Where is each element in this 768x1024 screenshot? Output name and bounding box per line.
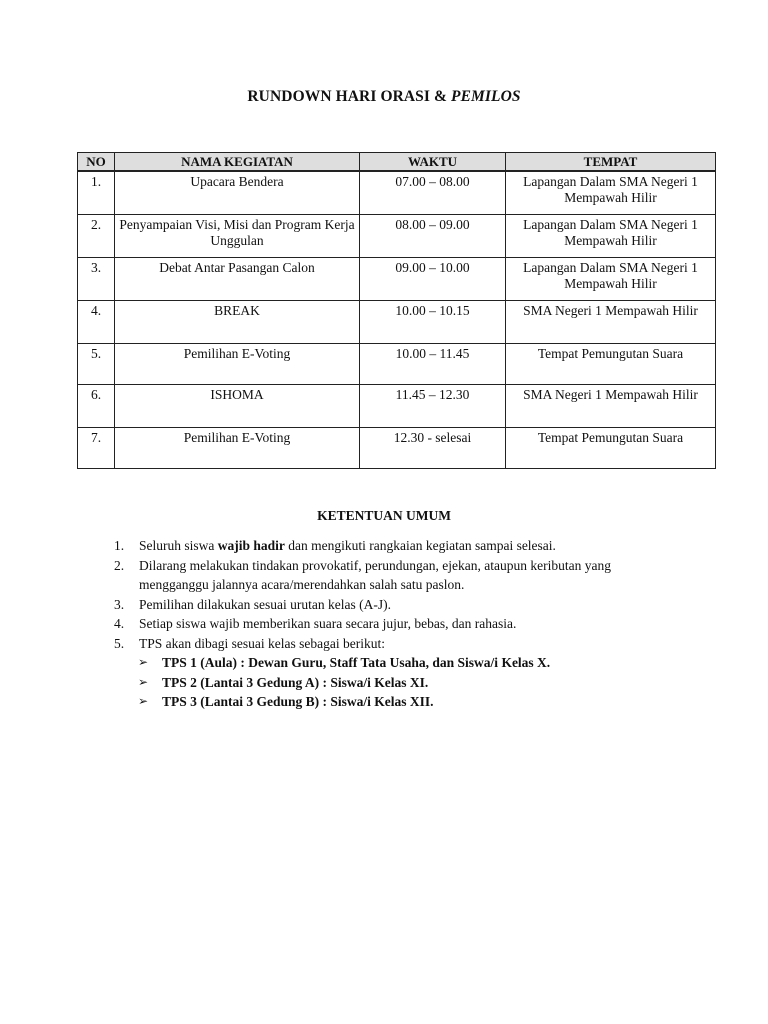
rules-list <box>112 536 672 712</box>
rule-emphasis: wajib hadir <box>217 538 285 553</box>
cell-waktu: 07.00 – 08.00 <box>360 171 506 215</box>
header-waktu: WAKTU <box>360 153 506 172</box>
tps-text: TPS 1 (Aula) : Dewan Guru, Staff Tata Usaha, dan Siswa/i Kelas X. <box>162 655 551 670</box>
cell-kegiatan: Pemilihan E-Voting <box>115 344 360 385</box>
rule-number: 1. <box>114 538 125 553</box>
table-row <box>78 344 716 385</box>
tps-text: TPS 2 (Lantai 3 Gedung A) : Siswa/i Kelas XI. <box>162 674 429 690</box>
cell-tempat: SMA Negeri 1 Mempawah Hilir <box>506 385 716 428</box>
rule-number: 4. <box>114 616 125 631</box>
cell-kegiatan: ISHOMA <box>115 385 360 428</box>
cell-tempat: SMA Negeri 1 Mempawah Hilir <box>506 301 716 344</box>
rule-text: Pemilihan dilakukan sesuai urutan kelas (A-J). <box>139 596 391 612</box>
cell-tempat: Lapangan Dalam SMA Negeri 1 Mempawah Hilir <box>506 215 716 258</box>
rundown-table <box>77 152 716 469</box>
arrowhead-bullet-icon: ➢ <box>138 694 149 708</box>
table-row <box>78 301 716 344</box>
tps-list <box>139 653 672 712</box>
rule-number: 3. <box>114 596 125 612</box>
cell-kegiatan: Upacara Bendera <box>115 171 360 215</box>
page-title <box>0 88 768 106</box>
table-header-row <box>78 153 716 172</box>
rule-text: Setiap siswa wajib memberikan suara secara jujur, bebas, dan rahasia. <box>139 616 517 631</box>
rule-text: Seluruh siswa <box>139 538 218 553</box>
cell-no: 1. <box>78 171 115 215</box>
cell-no: 3. <box>78 258 115 301</box>
cell-no: 2. <box>78 215 115 258</box>
cell-tempat: Tempat Pemungutan Suara <box>506 344 716 385</box>
cell-waktu: 08.00 – 09.00 <box>360 215 506 258</box>
tps-item <box>138 673 672 693</box>
tps-item <box>138 653 672 673</box>
rule-text-end: dan mengikuti rangkaian kegiatan sampai selesai. <box>284 538 556 553</box>
header-tempat: TEMPAT <box>506 153 716 172</box>
tps-text: TPS 3 (Lantai 3 Gedung B) : Siswa/i Kelas XII. <box>162 694 434 709</box>
header-kegiatan: NAMA KEGIATAN <box>115 153 360 172</box>
cell-no: 7. <box>78 428 115 469</box>
arrowhead-bullet-icon: ➢ <box>138 674 149 689</box>
cell-waktu: 10.00 – 10.15 <box>360 301 506 344</box>
cell-no: 4. <box>78 301 115 344</box>
rule-text: Dilarang melakukan tindakan provokatif, perundungan, ejekan, ataupun keributan yang mengganggu jalannya acara/merendahkan salah satu paslon. <box>139 557 611 592</box>
arrowhead-bullet-icon: ➢ <box>138 655 149 669</box>
table-row <box>78 215 716 258</box>
rule-item <box>112 536 672 556</box>
rule-number: 2. <box>114 557 125 573</box>
cell-kegiatan: Pemilihan E-Voting <box>115 428 360 469</box>
tps-item <box>138 692 672 712</box>
cell-tempat: Tempat Pemungutan Suara <box>506 428 716 469</box>
rule-item <box>112 595 672 615</box>
table-row <box>78 385 716 428</box>
cell-waktu: 09.00 – 10.00 <box>360 258 506 301</box>
cell-waktu: 12.30 - selesai <box>360 428 506 469</box>
rule-item <box>112 556 672 595</box>
rule-number: 5. <box>114 635 125 651</box>
cell-no: 5. <box>78 344 115 385</box>
cell-kegiatan: BREAK <box>115 301 360 344</box>
cell-kegiatan: Penyampaian Visi, Misi dan Program Kerja Unggulan <box>115 215 360 258</box>
table-row <box>78 258 716 301</box>
table-row <box>78 428 716 469</box>
cell-tempat: Lapangan Dalam SMA Negeri 1 Mempawah Hilir <box>506 171 716 215</box>
header-no: NO <box>78 153 115 172</box>
title-italic: PEMILOS <box>451 88 521 105</box>
cell-waktu: 11.45 – 12.30 <box>360 385 506 428</box>
rule-item <box>112 634 672 712</box>
table-row <box>78 171 716 215</box>
cell-waktu: 10.00 – 11.45 <box>360 344 506 385</box>
cell-no: 6. <box>78 385 115 428</box>
rule-text: TPS akan dibagi sesuai kelas sebagai berikut: <box>139 635 385 651</box>
cell-kegiatan: Debat Antar Pasangan Calon <box>115 258 360 301</box>
rule-item <box>112 614 672 634</box>
cell-tempat: Lapangan Dalam SMA Negeri 1 Mempawah Hilir <box>506 258 716 301</box>
rules-heading: KETENTUAN UMUM <box>317 508 451 523</box>
title-main: RUNDOWN HARI ORASI & <box>247 88 451 105</box>
